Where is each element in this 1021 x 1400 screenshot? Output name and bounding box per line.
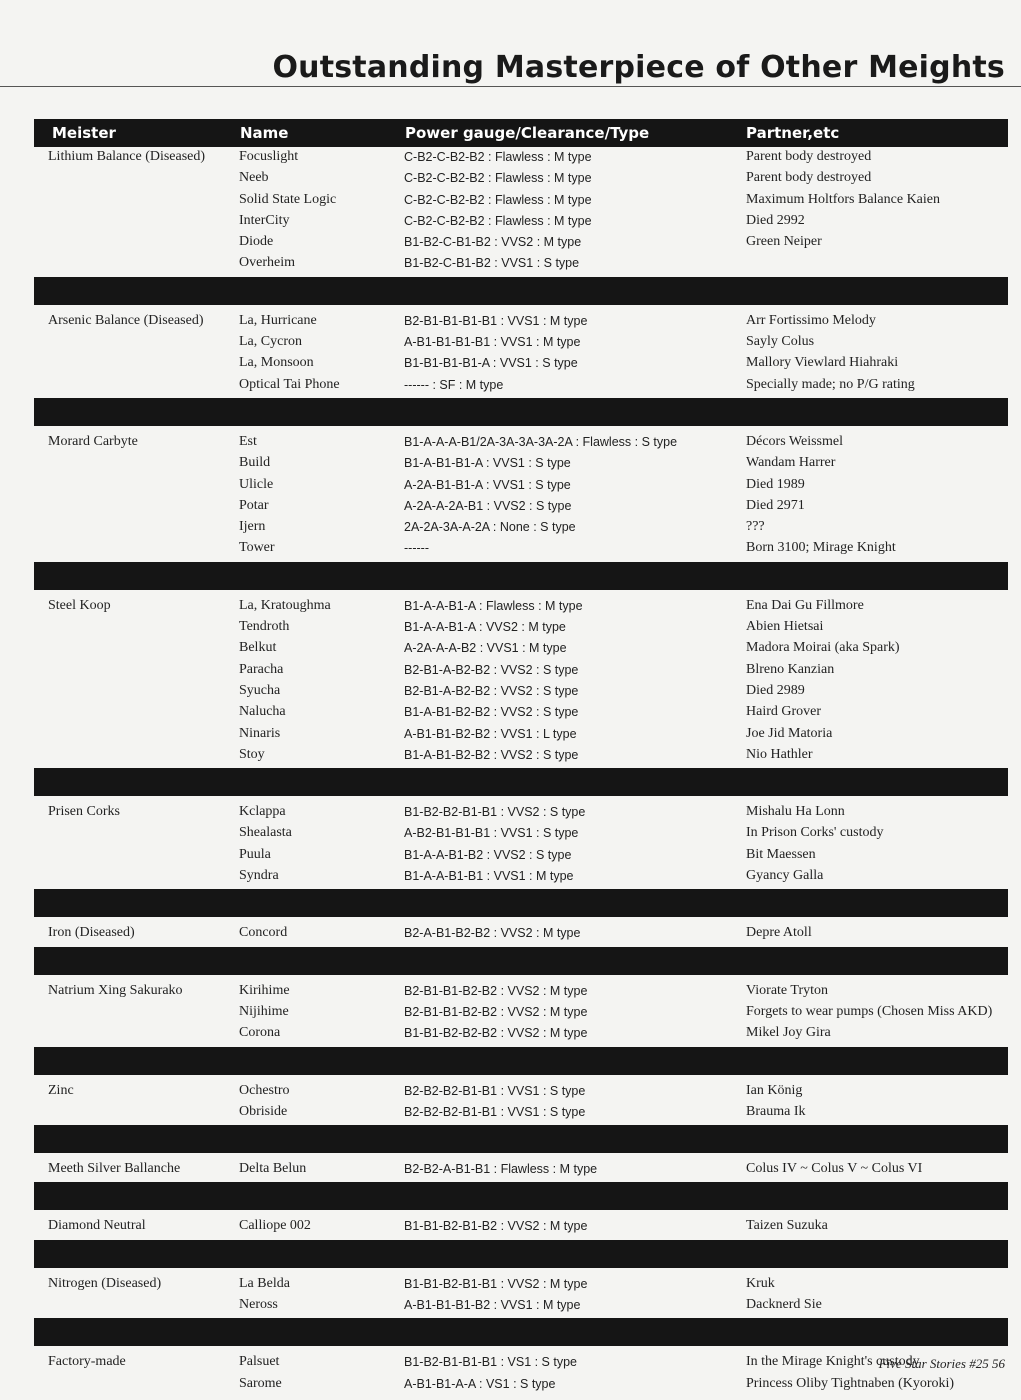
mortar-headd-name: Kirihime	[239, 982, 290, 998]
mortar-headd-name: Build	[239, 455, 271, 471]
mortar-headd-name: Delta Belun	[239, 1161, 307, 1177]
power-gauge-value: C-B2-C-B2-B2 : Flawless : M type	[404, 150, 592, 164]
power-gauge-value: B1-A-A-B1-B1 : VVS1 : M type	[404, 869, 574, 884]
mortar-headd-name: InterCity	[239, 212, 290, 228]
partner-value: Mikel Joy Gira	[746, 1025, 831, 1041]
meister-name: Factory-made	[48, 1354, 126, 1370]
header-name: Name	[240, 124, 289, 142]
mortar-headd-name: Solid State Logic	[239, 191, 337, 207]
power-gauge-value: B1-A-B1-B2-B2 : VVS2 : S type	[404, 747, 579, 762]
meister-name: Prisen Corks	[48, 804, 120, 820]
table-row	[34, 1002, 1008, 1023]
mortar-headd-name: Belkut	[239, 640, 277, 656]
mortar-headd-name: Diode	[239, 234, 274, 250]
meister-name: Lithium Balance (Diseased)	[48, 149, 206, 164]
partner-value: Died 2989	[746, 682, 805, 698]
mortar-headd-name: Nijihime	[239, 1003, 289, 1019]
header-partner: Partner,etc	[746, 124, 840, 142]
table-row	[34, 432, 1008, 453]
table-row	[34, 638, 1008, 659]
table-row	[34, 453, 1008, 474]
partner-value: Arr Fortissimo Melody	[746, 312, 876, 328]
page-footer: Five Star Stories #25 56	[878, 1356, 1005, 1371]
group-separator	[34, 1240, 1008, 1268]
mortar-headd-name: Ulicle	[239, 476, 274, 492]
table-row	[34, 353, 1008, 374]
power-gauge-value: A-2A-A-A-B2 : VVS1 : M type	[404, 641, 567, 656]
power-gauge-value: B1-A-A-B1-B2 : VVS2 : S type	[404, 847, 572, 862]
table-row	[34, 538, 1008, 559]
power-gauge-value: B1-B2-C-B1-B2 : VVS2 : M type	[404, 235, 582, 250]
table-row	[34, 253, 1008, 274]
table-row	[34, 211, 1008, 232]
mortar-headd-name: La, Cycron	[239, 334, 302, 350]
table-row	[34, 681, 1008, 702]
table-row	[34, 517, 1008, 538]
partner-value: Ian König	[746, 1082, 803, 1098]
partner-value: Specially made; no P/G rating	[746, 376, 915, 392]
power-gauge-value: A-B1-B1-A-A : VS1 : S type	[404, 1376, 556, 1391]
group-separator	[34, 889, 1008, 917]
partner-value: Viorate Tryton	[746, 982, 828, 998]
meister-name: Arsenic Balance (Diseased)	[48, 312, 204, 328]
group-separator	[34, 1182, 1008, 1210]
power-gauge-value: B1-B2-B1-B1-B1 : VS1 : S type	[404, 1355, 577, 1370]
group-separator	[34, 947, 1008, 975]
table-row	[34, 845, 1008, 866]
mortar-headd-name: Ninaris	[239, 725, 281, 741]
meister-name: Iron (Diseased)	[48, 925, 135, 941]
partner-value: Madora Moirai (aka Spark)	[746, 640, 900, 656]
partner-value: Born 3100; Mirage Knight	[746, 540, 896, 556]
partner-value: Mishalu Ha Lonn	[746, 804, 845, 820]
power-gauge-value: B2-B1-A-B2-B2 : VVS2 : S type	[404, 662, 579, 677]
partner-value: Nio Hathler	[746, 746, 813, 762]
power-gauge-value: C-B2-C-B2-B2 : Flawless : M type	[404, 171, 592, 186]
table-row	[34, 823, 1008, 844]
mortar-headd-name: Stoy	[239, 746, 265, 762]
mortar-headd-name: Puula	[239, 846, 271, 862]
table-row	[34, 232, 1008, 253]
mortar-headd-name: Obriside	[239, 1103, 288, 1119]
partner-value: Wandam Harrer	[746, 455, 836, 471]
power-gauge-value: C-B2-C-B2-B2 : Flawless : M type	[404, 213, 592, 228]
mortar-headd-name: Focuslight	[239, 149, 299, 164]
partner-value: Died 2971	[746, 497, 805, 513]
table-row	[34, 375, 1008, 396]
partner-value: Parent body destroyed	[746, 149, 872, 164]
partner-value: Sayly Colus	[746, 334, 815, 350]
partner-value: Joe Jid Matoria	[746, 725, 833, 741]
group-separator	[34, 1125, 1008, 1153]
mortar-headd-name: Corona	[239, 1025, 281, 1041]
partner-value: Haird Grover	[746, 704, 822, 720]
header-meister: Meister	[52, 124, 116, 142]
group-separator	[34, 768, 1008, 796]
power-gauge-value: B2-B1-B1-B2-B2 : VVS2 : M type	[404, 983, 588, 998]
mortar-headd-name: Concord	[239, 925, 288, 941]
mortar-headd-name: Kclappa	[239, 804, 286, 820]
meister-group	[34, 1352, 1008, 1395]
mortar-headd-name: Calliope 002	[239, 1218, 311, 1234]
mortar-headd-name: La Belda	[239, 1275, 290, 1291]
meister-group	[34, 802, 1008, 887]
table-row	[34, 1216, 1008, 1237]
group-separator	[34, 1318, 1008, 1346]
power-gauge-value: A-2A-B1-B1-A : VVS1 : S type	[404, 477, 571, 492]
meister-name: Nitrogen (Diseased)	[48, 1275, 162, 1291]
power-gauge-value: A-B1-B1-B1-B1 : VVS1 : M type	[404, 335, 581, 350]
meister-name: Meeth Silver Ballanche	[48, 1161, 181, 1177]
partner-value: Colus IV ~ Colus V ~ Colus VI	[746, 1161, 923, 1177]
group-separator	[34, 1047, 1008, 1075]
mortar-headd-name: Tower	[239, 540, 275, 556]
partner-value: ???	[746, 519, 765, 535]
table-header	[34, 119, 1008, 147]
power-gauge-value: B1-A-B1-B2-B2 : VVS2 : S type	[404, 705, 579, 720]
power-gauge-value: B1-B2-C-B1-B2 : VVS1 : S type	[404, 256, 580, 271]
meister-name: Diamond Neutral	[48, 1218, 146, 1234]
meister-group	[34, 432, 1008, 560]
power-gauge-value: B2-B1-A-B2-B2 : VVS2 : S type	[404, 683, 579, 698]
power-gauge-value: B1-A-A-B1-A : VVS2 : M type	[404, 620, 566, 635]
partner-value: Parent body destroyed	[746, 170, 872, 186]
partner-value: Maximum Holtfors Balance Kaien	[746, 191, 941, 207]
mortar-headd-name: Nalucha	[239, 704, 286, 720]
table-row	[34, 866, 1008, 887]
table-row	[34, 660, 1008, 681]
power-gauge-value: ------	[404, 541, 429, 556]
group-separator	[34, 562, 1008, 590]
power-gauge-value: B1-B1-B2-B1-B1 : VVS2 : M type	[404, 1276, 588, 1291]
power-gauge-value: ------ : SF : M type	[404, 377, 504, 392]
mortar-headd-name: Neeb	[239, 170, 269, 186]
partner-value: Forgets to wear pumps (Chosen Miss AKD)	[746, 1003, 993, 1019]
partner-value: Mallory Viewlard Hiahraki	[746, 355, 899, 371]
partner-value: Dacknerd Sie	[746, 1296, 822, 1312]
table-row	[34, 1159, 1008, 1180]
partner-value: Green Neiper	[746, 234, 822, 250]
meister-group	[34, 981, 1008, 1045]
meister-table	[34, 119, 1008, 1395]
power-gauge-value: B2-B2-B2-B1-B1 : VVS1 : S type	[404, 1083, 586, 1098]
page-title: Outstanding Masterpiece of Other Meights	[272, 50, 1005, 85]
mortar-headd-name: Paracha	[239, 661, 284, 677]
meister-group	[34, 311, 1008, 396]
table-row	[34, 311, 1008, 332]
power-gauge-value: B1-A-A-A-B1/2A-3A-3A-3A-2A : Flawless : S type	[404, 434, 678, 449]
mortar-headd-name: Tendroth	[239, 619, 290, 635]
mortar-headd-name: Shealasta	[239, 825, 292, 841]
table-row	[34, 1081, 1008, 1102]
table-row	[34, 724, 1008, 745]
power-gauge-value: B1-A-A-B1-A : Flawless : M type	[404, 598, 583, 613]
power-gauge-value: B1-B1-B2-B2-B2 : VVS2 : M type	[404, 1026, 588, 1041]
mortar-headd-name: La, Kratoughma	[239, 597, 331, 613]
mortar-headd-name: Syucha	[239, 682, 281, 698]
power-gauge-value: 2A-2A-3A-A-2A : None : S type	[404, 520, 576, 535]
power-gauge-value: B1-B1-B1-B1-A : VVS1 : S type	[404, 356, 578, 371]
meister-group	[34, 1159, 1008, 1180]
meister-name: Steel Koop	[48, 597, 111, 613]
mortar-headd-name: Optical Tai Phone	[239, 376, 340, 392]
meister-group	[34, 923, 1008, 944]
mortar-headd-name: La, Monsoon	[239, 355, 314, 371]
meister-group	[34, 1081, 1008, 1124]
power-gauge-value: B2-B2-B2-B1-B1 : VVS1 : S type	[404, 1104, 586, 1119]
power-gauge-value: A-B1-B1-B2-B2 : VVS1 : L type	[404, 726, 577, 741]
table-row	[34, 190, 1008, 211]
partner-value: Died 1989	[746, 476, 805, 492]
table-row	[34, 981, 1008, 1002]
table-row	[34, 1102, 1008, 1123]
power-gauge-value: A-2A-A-2A-B1 : VVS2 : S type	[404, 498, 572, 513]
mortar-headd-name: Ijern	[239, 519, 266, 535]
table-row	[34, 1274, 1008, 1295]
mortar-headd-name: Sarome	[239, 1375, 282, 1391]
table-row	[34, 1295, 1008, 1316]
mortar-headd-name: Potar	[239, 497, 269, 513]
power-gauge-value: B2-B2-A-B1-B1 : Flawless : M type	[404, 1162, 598, 1177]
partner-value: Princess Oliby Tightnaben (Kyoroki)	[746, 1375, 955, 1391]
power-gauge-value: A-B1-B1-B1-B2 : VVS1 : M type	[404, 1297, 581, 1312]
table-row	[34, 745, 1008, 766]
partner-value: Brauma Ik	[746, 1103, 806, 1119]
partner-value: Kruk	[746, 1275, 775, 1291]
power-gauge-value: B1-B2-B2-B1-B1 : VVS2 : S type	[404, 805, 586, 820]
table-row	[34, 147, 1008, 168]
power-gauge-value: C-B2-C-B2-B2 : Flawless : M type	[404, 192, 592, 207]
partner-value: In Prison Corks' custody	[746, 825, 884, 841]
mortar-headd-name: Palsuet	[239, 1354, 280, 1370]
power-gauge-value: B1-B1-B2-B1-B2 : VVS2 : M type	[404, 1219, 588, 1234]
mortar-headd-name: Syndra	[239, 868, 279, 884]
table-body	[34, 147, 1008, 1395]
meister-name: Natrium Xing Sakurako	[48, 982, 183, 998]
mortar-headd-name: Ochestro	[239, 1082, 290, 1098]
partner-value: Died 2992	[746, 212, 805, 228]
partner-value: Abien Hietsai	[746, 619, 824, 635]
title-rule	[0, 86, 1021, 87]
table-row	[34, 496, 1008, 517]
table-row	[34, 617, 1008, 638]
table-row	[34, 475, 1008, 496]
mortar-headd-name: Est	[239, 433, 257, 449]
table-row	[34, 1352, 1008, 1373]
power-gauge-value: A-B2-B1-B1-B1 : VVS1 : S type	[404, 826, 579, 841]
power-gauge-value: B2-A-B1-B2-B2 : VVS2 : M type	[404, 926, 581, 941]
meister-group	[34, 147, 1008, 275]
meister-name: Zinc	[48, 1082, 74, 1098]
partner-value: Gyancy Galla	[746, 868, 824, 884]
power-gauge-value: B1-A-B1-B1-A : VVS1 : S type	[404, 456, 571, 471]
meister-group	[34, 596, 1008, 766]
partner-value: Taizen Suzuka	[746, 1218, 828, 1234]
partner-value: Depre Atoll	[746, 925, 812, 941]
table-row	[34, 923, 1008, 944]
header-power: Power gauge/Clearance/Type	[405, 124, 650, 142]
group-separator	[34, 398, 1008, 426]
table-row	[34, 332, 1008, 353]
meister-group	[34, 1216, 1008, 1237]
mortar-headd-name: La, Hurricane	[239, 312, 317, 328]
mortar-headd-name: Neross	[239, 1296, 278, 1312]
mortar-headd-name: Overheim	[239, 255, 295, 271]
table-row	[34, 1374, 1008, 1395]
partner-value: Ena Dai Gu Fillmore	[746, 597, 864, 613]
power-gauge-value: B2-B1-B1-B2-B2 : VVS2 : M type	[404, 1004, 588, 1019]
partner-value: Blreno Kanzian	[746, 661, 835, 677]
group-separator	[34, 277, 1008, 305]
table-row	[34, 596, 1008, 617]
table-row	[34, 1023, 1008, 1044]
partner-value: In the Mirage Knight's custody	[746, 1354, 920, 1370]
power-gauge-value: B2-B1-B1-B1-B1 : VVS1 : M type	[404, 313, 588, 328]
partner-value: Bit Maessen	[746, 846, 816, 862]
partner-value: Décors Weissmel	[746, 433, 843, 449]
table-row	[34, 802, 1008, 823]
meister-group	[34, 1274, 1008, 1317]
meister-name: Morard Carbyte	[48, 433, 138, 449]
table-row	[34, 702, 1008, 723]
table-row	[34, 168, 1008, 189]
